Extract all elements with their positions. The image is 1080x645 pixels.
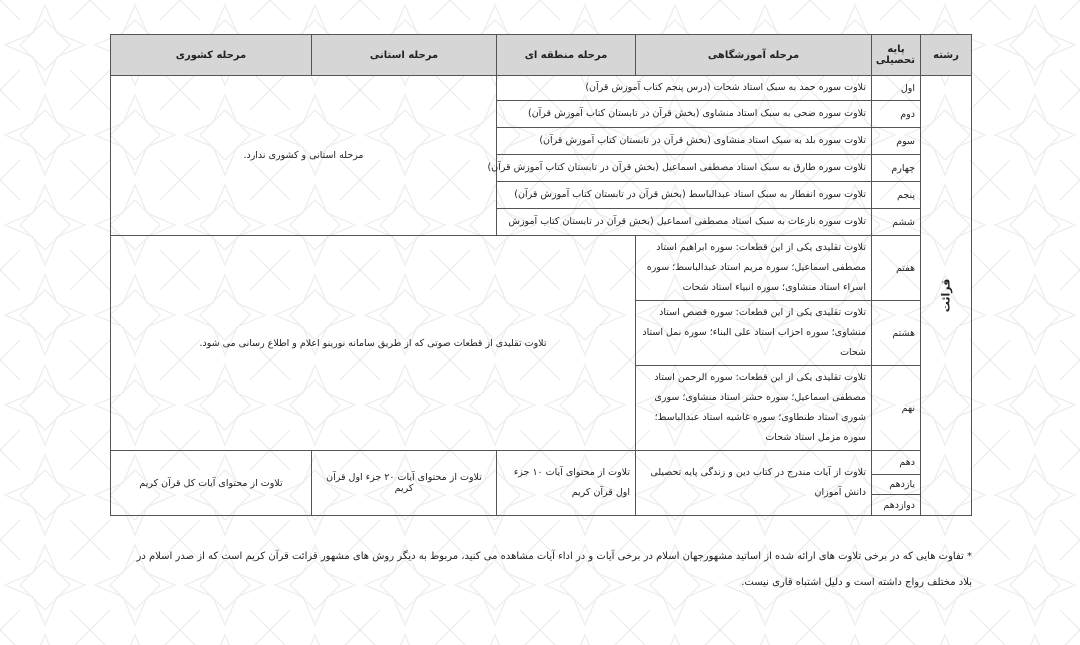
high-provincial-cell: تلاوت از محتوای آیات ۲۰ جزء اول قرآن کریم <box>312 451 497 516</box>
header-national: مرحله کشوری <box>111 35 312 76</box>
header-school: مرحله آموزشگاهی <box>636 35 872 76</box>
header-field: رشته <box>921 35 972 76</box>
grade-cell: ششم <box>872 209 921 236</box>
table-row <box>111 236 972 301</box>
middle-other-cell: تلاوت تقلیدی از قطعات صوتی که از طریق سامانه نورینو اعلام و اطلاع رسانی می شود. <box>111 236 636 451</box>
header-regional: مرحله منطقه ای <box>497 35 636 76</box>
field-cell: قرائت <box>921 76 972 516</box>
primary-school-cell: تلاوت سوره طارق به سبک استاد مصطفی اسماعیل (بخش قرآن در تابستان کتاب آموزش قرآن) <box>497 155 872 182</box>
grade-cell: دهم <box>872 451 921 475</box>
grade-cell: دوم <box>872 101 921 128</box>
footnote: * تفاوت هایی که در برخی تلاوت های ارائه شده از اساتید مشهورجهان اسلام در برخی آیات و در اداء آیات مشاهده می کنید، مربوط به دیگر روش های مشهور قرائت قرآن کریم است که از صدر اسلام در بلاد مختلف رواج داشته است و دلیل اشتباه قاری نیست. <box>136 551 972 588</box>
primary-school-cell: تلاوت سوره انفطار به سبک استاد عبدالباسط (بخش قرآن در تابستان کتاب آموزش قرآن) <box>497 182 872 209</box>
middle-school-cell: تلاوت تقلیدی یکی از این قطعات: سوره الرحمن استاد مصطفی اسماعیل؛ سوره حشر استاد منشاوی؛ سوری شوری استاد طنطاوی؛ سوره غاشیه استاد عبدالباسط؛ سوره مزمل استاد شحات <box>636 366 872 451</box>
high-national-cell: تلاوت از محتوای آیات کل قرآن کریم <box>111 451 312 516</box>
grade-cell: سوم <box>872 128 921 155</box>
grade-cell: دوازدهم <box>872 495 921 516</box>
middle-school-cell: تلاوت تقلیدی یکی از این قطعات: سوره ابراهیم استاد مصطفی اسماعیل؛ سوره مریم استاد عبدالباسط؛ سوره اسراء استاد منشاوی؛ سوره انبیاء استاد شحات <box>636 236 872 301</box>
primary-school-cell: تلاوت سوره بلد به سبک استاد منشاوی (بخش قرآن در تابستان کتاب آموزش قرآن) <box>497 128 872 155</box>
grade-cell: چهارم <box>872 155 921 182</box>
middle-school-cell: تلاوت تقلیدی یکی از این قطعات: سوره قصص استاد منشاوی؛ سوره احزاب استاد علی البناء؛ سوره نمل استاد شحات <box>636 301 872 366</box>
primary-school-cell: تلاوت سوره حمد به سبک استاد شحات (درس پنجم کتاب آموزش قرآن) <box>497 76 872 101</box>
competition-table-wrapper <box>110 34 971 516</box>
header-grade: پایه تحصیلی <box>872 35 921 76</box>
table-row <box>111 76 972 101</box>
grade-cell: یازدهم <box>872 475 921 495</box>
table-header-row <box>111 35 972 76</box>
high-regional-cell: تلاوت از محتوای آیات ۱۰ جزء اول قرآن کریم <box>497 451 636 516</box>
primary-school-cell: تلاوت سوره ضحی به سبک استاد منشاوی (بخش قرآن در تابستان کتاب آموزش قرآن) <box>497 101 872 128</box>
grade-cell: هفتم <box>872 236 921 301</box>
primary-other-cell: مرحله استانی و کشوری ندارد. <box>111 76 497 236</box>
table-row <box>111 451 972 475</box>
grade-cell: نهم <box>872 366 921 451</box>
grade-cell: هشتم <box>872 301 921 366</box>
grade-cell: پنجم <box>872 182 921 209</box>
competition-table <box>110 34 972 516</box>
high-school-cell: تلاوت از آیات مندرج در کتاب دین و زندگی پایه تحصیلی دانش آموزان <box>636 451 872 516</box>
header-provincial: مرحله استانی <box>312 35 497 76</box>
primary-school-cell: تلاوت سوره نازعات به سبک استاد مصطفی اسماعیل (بخش قرآن در تابستان کتاب آموزش <box>497 209 872 236</box>
grade-cell: اول <box>872 76 921 101</box>
